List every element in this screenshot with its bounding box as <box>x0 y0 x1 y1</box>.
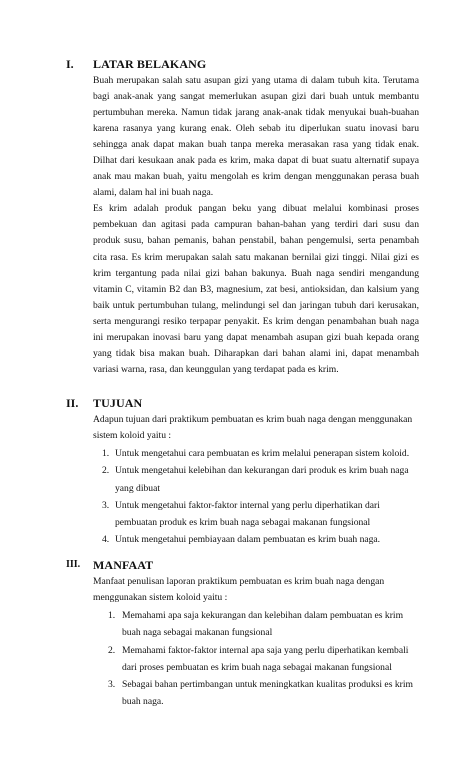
section-title: MANFAAT <box>93 558 154 572</box>
intro-text: Adapun tujuan dari praktikum pembuatan es krim buah naga dengan menggunakan sistem koloid yaitu : <box>93 414 413 442</box>
section-number: III. <box>66 559 81 570</box>
list-item-number: 1. <box>102 448 110 460</box>
list-item <box>108 607 419 641</box>
list-item-text: Memahami apa saja kekurangan dan kelebihan dalam pembuatan es krim buah naga sebagai makanan fungsional <box>122 610 404 639</box>
section-body <box>93 73 419 378</box>
list-item-number: 3. <box>108 678 116 690</box>
list-item-text: Untuk mengetahui cara pembuatan es krim melalui penerapan sistem koloid. <box>115 448 410 460</box>
list-item-number: 2. <box>108 644 116 656</box>
section-number: I. <box>66 57 74 71</box>
list-item <box>108 676 419 710</box>
section-body <box>93 412 419 548</box>
section-title: TUJUAN <box>93 396 143 410</box>
list-item-text: Untuk mengetahui pembiayaan dalam pembuatan es krim buah naga. <box>115 534 381 546</box>
list-item-text: Untuk mengetahui kelebihan dan kekurangan dari produk es krim buah naga yang dibuat <box>115 465 409 494</box>
objective-list <box>93 445 419 548</box>
list-item-text: Untuk mengetahui faktor-faktor internal yang perlu diperhatikan dari pembuatan produk es krim buah naga sebagai makanan fungsional <box>115 499 380 528</box>
section-number: II. <box>66 396 79 410</box>
intro-text: Manfaat penulisan laporan praktikum pembuatan es krim buah naga dengan menggunakan sistem koloid yaitu : <box>93 576 385 604</box>
list-item <box>102 531 419 548</box>
list-item-number: 2. <box>102 465 110 477</box>
list-item-text: Sebagai bahan pertimbangan untuk meningkatkan kualitas produksi es krim buah naga. <box>122 678 413 708</box>
list-item <box>108 642 419 676</box>
section-title: LATAR BELAKANG <box>93 57 207 71</box>
list-item <box>102 497 419 531</box>
paragraph: Buah merupakan salah satu asupan gizi yang utama di dalam tubuh kita. Terutama bagi anak-anak yang sangat memerlukan asupan gizi dari buah untuk membantu pertumbuhan mereka. Namun tidak jarang anak-anak tidak menyukai buah-buahan karena rasanya yang kurang enak. Oleh sebab itu diperlukan suatu inovasi baru sehingga anak dapat makan buah tanpa mereka merasakan rasa yang tidak enak. Dilhat dari kesukaan anak pada es krim, maka dapat di buat suatu alternatif supaya anak mau makan buah, yaitu mengolah es krim dengan menggunakan perasa buah alami, dalam hal ini buah naga. <box>93 75 419 199</box>
section-body <box>93 574 419 710</box>
list-item-number: 3. <box>102 499 110 511</box>
list-item-text: Memahami faktor-faktor internal apa saja yang perlu diperhatikan kembali dari proses pembuatan es krim buah naga sebagai makanan fungsional <box>122 644 409 673</box>
list-item <box>102 462 419 496</box>
list-item <box>102 445 419 462</box>
benefit-list <box>93 607 419 710</box>
list-item-number: 4. <box>102 534 110 546</box>
paragraph: Es krim adalah produk pangan beku yang dibuat melalui kombinasi proses pembekuan dan agitasi pada campuran bahan-bahan yang terdiri dari susu dan produk susu, bahan pemanis, bahan penstabil, bahan pengemulsi, serta penambah cita rasa. Es krim merupakan salah satu makanan bernilai gizi tinggi. Nilai gizi es krim tergantung pada nilai gizi bahan bakunya. Buah naga sendiri mengandung vitamin C, vitamin B2 dan B3, magnesium, zat besi, antioksidan, dan kalsium yang baik untuk pertumbuhan tulang, melindungi sel dan jaringan tubuh dari kerusakan, serta mengurangi resiko terpapar penyakit. Es krim dengan penambahan buah naga ini merupakan inovasi baru yang dapat menambah asupan gizi buah kepada orang yang tidak bisa makan buah. Diharapkan dari bahan alami ini, dapat menambah variasi warna, rasa, dan keunggulan yang terdapat pada es krim. <box>93 203 419 375</box>
list-item-number: 1. <box>108 610 116 622</box>
